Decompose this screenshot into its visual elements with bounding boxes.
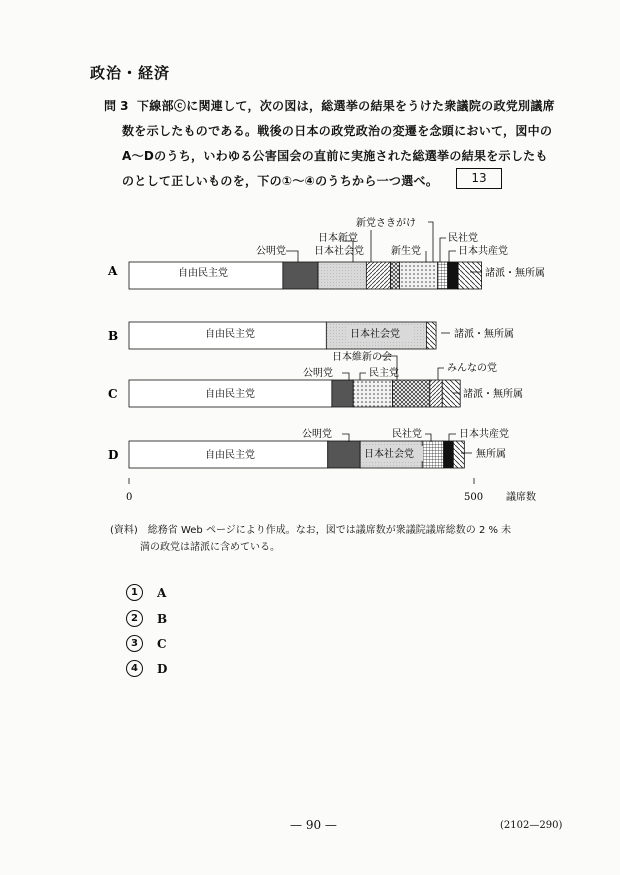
row-label-a: A (108, 264, 118, 278)
callout-label: 民社党 (392, 429, 422, 440)
callout-label: 新党さきがけ (356, 218, 416, 229)
bar-segment-b-2 (426, 322, 436, 349)
bar-segment-a-4 (391, 262, 400, 289)
choice-label: B (157, 611, 168, 626)
callout-label: 日本維新の会 (332, 352, 392, 363)
bar-segment-a-2 (318, 262, 366, 289)
axis-tick-label-500: 500 (464, 492, 484, 503)
choice-4[interactable] (126, 660, 167, 677)
callout-label: 日本共産党 (459, 429, 509, 440)
callout-label: 公明党 (303, 368, 333, 379)
section-title: 政治・経済 (90, 64, 171, 82)
choice-number: 2 (126, 610, 143, 627)
bar-segment-d-5 (453, 441, 464, 468)
page-number: — 90 — (290, 818, 337, 832)
choice-label: D (157, 661, 168, 676)
bar-label: 日本社会党 (364, 449, 414, 460)
bar-label: 自由民主党 (205, 389, 255, 400)
callout-label: 諸派・無所属 (485, 268, 545, 279)
axis-tick-label-0: 0 (126, 492, 133, 503)
row-label-c: C (108, 387, 118, 401)
callout-label: 日本共産党 (458, 246, 508, 257)
bar-segment-c-5 (442, 380, 460, 407)
row-label-d: D (108, 448, 119, 462)
callout-label: 公明党 (256, 246, 286, 257)
choice-label: A (157, 585, 167, 600)
bar-segment-c-2 (353, 380, 392, 407)
bar-segment-a-5 (399, 262, 437, 289)
bar-segment-c-1 (332, 380, 353, 407)
choice-2[interactable] (126, 610, 167, 627)
choice-3[interactable] (126, 635, 167, 652)
choice-1[interactable] (126, 584, 166, 601)
callout-label: 民社党 (448, 233, 478, 244)
question-line-3: A～Dのうち，いわゆる公害国会の直前に実施された総選挙の結果を示したも (122, 149, 548, 163)
bar-label: 自由民主党 (178, 268, 228, 279)
bar-label: 自由民主党 (205, 450, 255, 461)
callout-label: 諸派・無所属 (463, 389, 523, 400)
bar-label: 自由民主党 (205, 329, 255, 340)
bar-segment-d-3 (422, 441, 443, 468)
choice-label: C (157, 636, 167, 651)
row-label-b: B (108, 329, 119, 343)
bar-segment-c-3 (393, 380, 430, 407)
bar-segment-a-7 (448, 262, 458, 289)
question-number: 問 3 (104, 99, 129, 113)
callout-label: 新生党 (391, 246, 421, 257)
source-note-line-2: 満の政党は諸派に含めている。 (140, 542, 280, 553)
callout-label: 公明党 (302, 429, 332, 440)
question-line-1: 下線部ⓒに関連して，次の図は，総選挙の結果をうけた衆議院の政党別議席 (137, 99, 555, 113)
bar-label: 日本社会党 (350, 329, 400, 340)
bar-segment-d-1 (328, 441, 360, 468)
choice-number: 3 (126, 635, 143, 652)
question-line-4: のとして正しいものを，下の①～④のうちから一つ選べ。 (122, 174, 439, 188)
callout-label: 諸派・無所属 (454, 329, 514, 340)
question-line-2: 数を示したものである。戦後の日本の政党政治の変遷を念頭において，図中の (122, 124, 553, 138)
bar-segment-d-4 (444, 441, 454, 468)
bar-segment-a-1 (283, 262, 318, 289)
choice-number: 4 (126, 660, 143, 677)
callout-label: 日本新党 (318, 233, 358, 244)
source-note-line-1: (資料) 総務省 Web ページにより作成。なお，図では議席数が衆議院議席総数の 2 % 未 (110, 525, 512, 536)
callout-label: 日本社会党 (314, 246, 364, 257)
exam-code: (2102—290) (500, 820, 563, 831)
axis-title: 議席数 (506, 492, 536, 503)
bar-segment-a-6 (437, 262, 447, 289)
callout-label: 民主党 (369, 368, 399, 379)
choice-number: 1 (126, 584, 143, 601)
callout-label: 無所属 (476, 449, 506, 460)
bar-segment-a-3 (366, 262, 390, 289)
bar-segment-c-4 (430, 380, 442, 407)
bar-segment-a-8 (458, 262, 481, 289)
callout-label: みんなの党 (447, 363, 497, 374)
answer-box: 13 (456, 168, 502, 189)
